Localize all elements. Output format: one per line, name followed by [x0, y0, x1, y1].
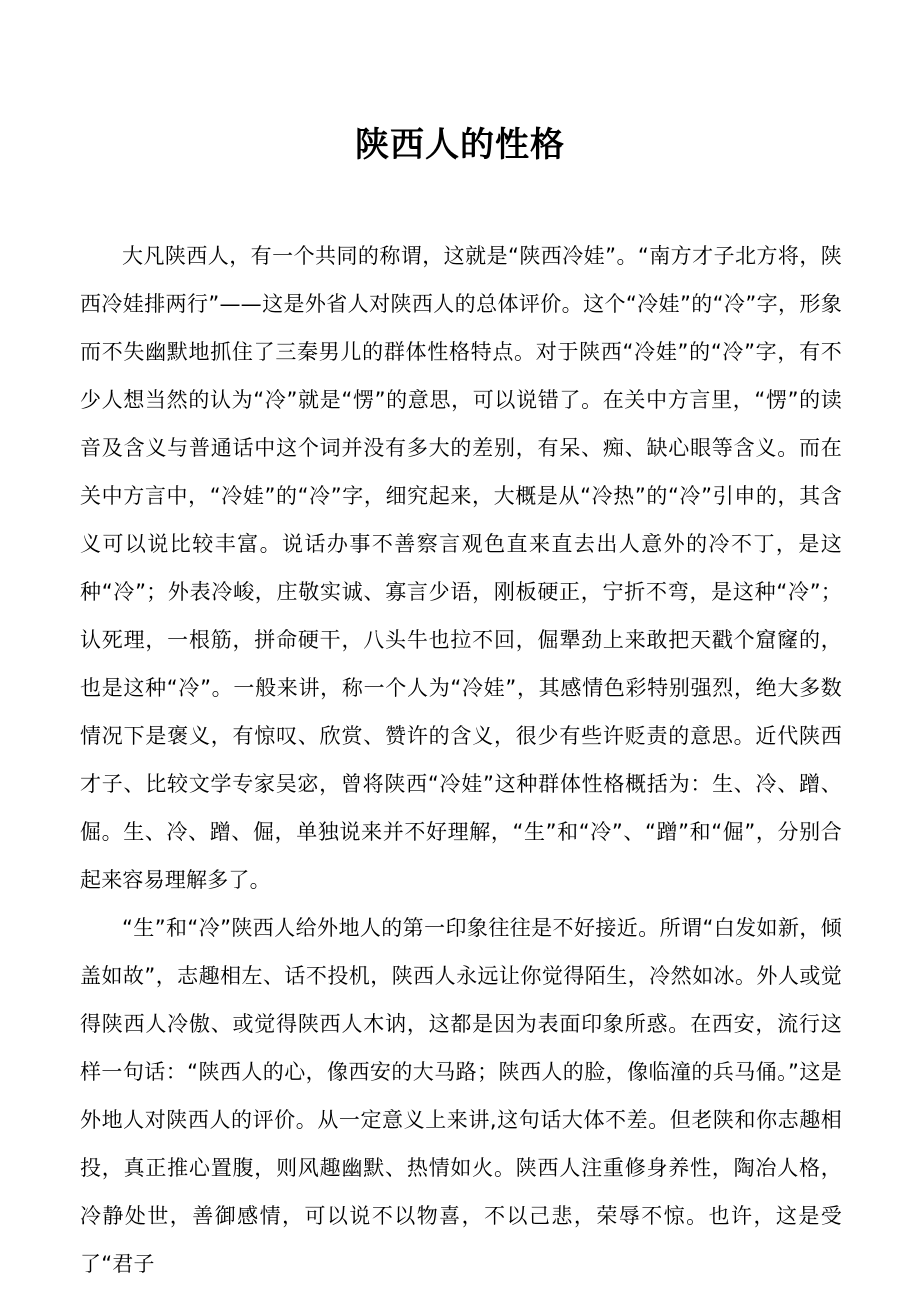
document-title: 陕西人的性格: [355, 125, 565, 165]
paragraph-1: 大凡陕西人，有一个共同的称谓，这就是“陕西冷娃”。“南方才子北方将，陕西冷娃排两行”——这是外省人对陕西人的总体评价。这个“冷娃”的“冷”字，形象而不失幽默地抓住了三秦男儿的群体性格特点。对于陕西“冷娃”的“冷”字，有不少人想当然的认为“冷”就是“愣”的意思，可以说错了。在关中方言里，“愣”的读音及含义与普通话中这个词并没有多大的差别，有呆、痴、缺心眼等含义。而在关中方言中，“冷娃”的“冷”字，细究起来，大概是从“冷热”的“冷”引申的，其含义可以说比较丰富。说话办事不善察言观色直来直去出人意外的冷不丁，是这种“冷”；外表冷峻，庄敬实诚、寡言少语，刚板硬正，宁折不弯，是这种“冷”；认死理，一根筋，拼命硬干，八头牛也拉不回，倔犟劲上来敢把天戳个窟窿的，也是这种“冷”。一般来讲，称一个人为“冷娃”，其感情色彩特别强烈，绝大多数情况下是褒义，有惊叹、欣赏、赞许的含义，很少有些许贬责的意思。近代陕西才子、比较文学专家吴宓，曾将陕西“冷娃”这种群体性格概括为：生、冷、蹭、倔。生、冷、蹭、倔，单独说来并不好理解，“生”和“冷”、“蹭”和“倔”，分别合起来容易理解多了。: [80, 244, 842, 892]
paragraph-2: “生”和“冷”陕西人给外地人的第一印象往往是不好接近。所谓“白发如新，倾盖如故”，志趣相左、话不投机，陕西人永远让你觉得陌生，冷然如冰。外人或觉得陕西人冷傲、或觉得陕西人木讷，这都是因为表面印象所惑。在西安，流行这样一句话：“陕西人的心，像西安的大马路；陕西人的脸，像临潼的兵马俑。”这是外地人对陕西人的评价。从一定意义上来讲,这句话大体不差。但老陕和你志趣相投，真正推心置腹，则风趣幽默、热情如火。陕西人注重修身养性，陶冶人格，冷静处世，善御感情，可以说不以物喜，不以己悲，荣辱不惊。也许，这是受了“君子: [80, 916, 842, 1276]
document-body: [80, 232, 842, 1288]
